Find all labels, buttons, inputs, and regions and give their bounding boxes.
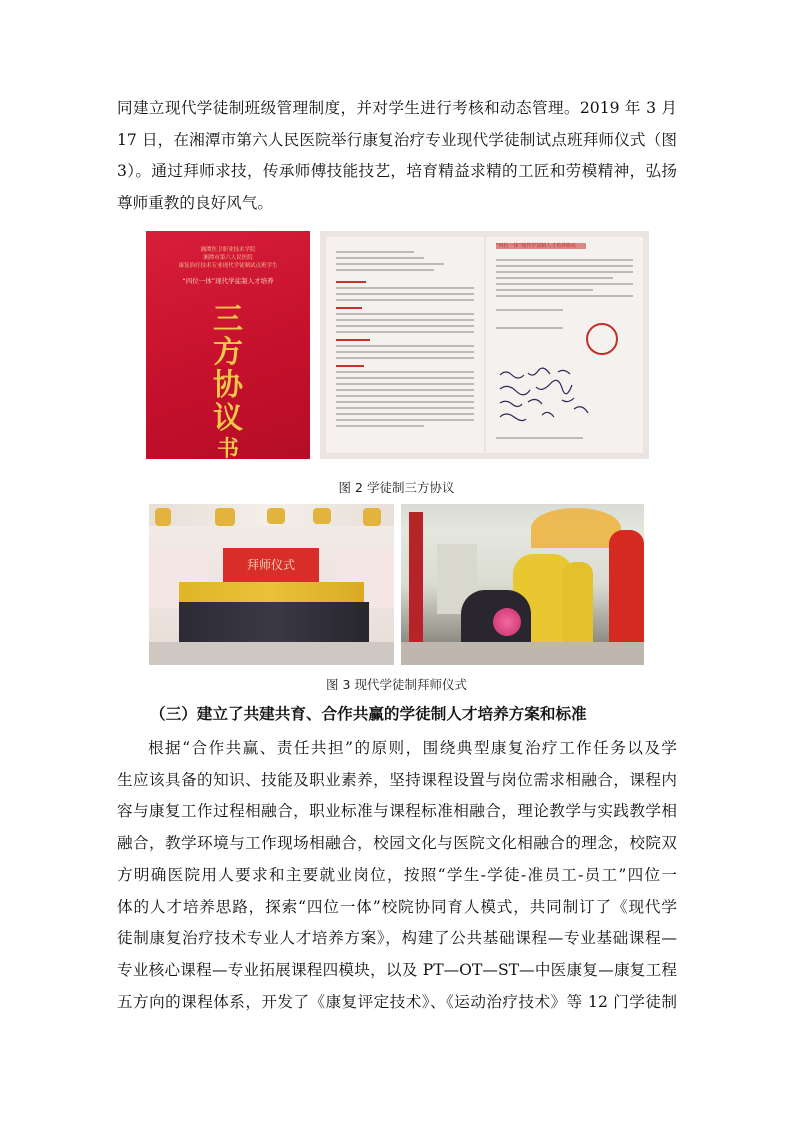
section-line-5: 方明确医院用人要求和主要就业岗位，按照“学生-学徒-准员工-员工”四位一 (117, 865, 677, 884)
agreement-pages-image (320, 231, 649, 459)
section-line-2: 生应该具备的知识、技能及职业素养，坚持课程设置与岗位需求相融合，课程内 (117, 770, 677, 789)
cover-hospital-name: 湘潭市第六人民医院 (203, 255, 253, 261)
handwritten-signatures (498, 367, 628, 427)
section-line-9: 五方向的课程体系，开发了《康复评定技术》、《运动治疗技术》等 12 门学徒制 (117, 992, 677, 1011)
cover-subtitle: “四位一体”现代学徒制人才培养 (182, 277, 274, 285)
figure-2-caption: 图 2 学徒制三方协议 (338, 480, 455, 495)
red-seal-stamp (586, 323, 618, 355)
cover-title-char-4: 议 (213, 401, 243, 436)
agreement-left-page (326, 237, 484, 453)
section-line-7: 徒制康复治疗技术专业人才培养方案》，构建了公共基础课程—专业基础课程— (117, 929, 677, 948)
intro-line-1: 同建立现代学徒制班级管理制度，并对学生进行考核和动态管理。2019 年 3 月 (117, 99, 677, 117)
cover-class-name: 康复治疗技术专业现代学徒制试点班学生 (178, 263, 278, 269)
cover-title-char-2: 方 (213, 335, 243, 370)
cover-title-char-3: 协 (213, 368, 243, 403)
intro-line-4: 尊师重教的良好风气。 (117, 194, 273, 213)
agreement-header-text: “四位一体”现代学徒制人才培养协议 (496, 243, 577, 249)
section-line-6: 体的人才培养思路，探索“四位一体”校院协同育人模式，共同制订了《现代学 (117, 897, 677, 916)
section-line-8: 专业核心课程—专业拓展课程四模块，以及 PT—OT—ST—中医康复—康复工程 (117, 960, 677, 979)
section-line-4: 融合，教学环境与工作现场相融合，校园文化与医院文化相融合的理念，校院双 (117, 834, 677, 853)
section-line-1: 根据“合作共赢、责任共担”的原则，围绕典型康复治疗工作任务以及学 (148, 739, 677, 757)
ceremony-group-photo (149, 504, 394, 665)
cover-title-char-1: 三 (213, 302, 243, 337)
students-row (179, 582, 364, 604)
section-heading: （三）建立了共建共育、合作共赢的学徒制人才培养方案和标准 (150, 705, 587, 723)
intro-line-2: 17 日，在湘潭市第六人民医院举行康复治疗专业现代学徒制试点班拜师仪式（图 (117, 130, 677, 149)
intro-line-3: 3）。通过拜师求技，传承师傅技能技艺，培育精益求精的工匠和劳模精神，弘扬 (117, 162, 677, 181)
section-line-3: 容与康复工作过程相融合，职业标准与课程标准相融合，理论教学与实践教学相 (117, 802, 677, 821)
ceremony-banner-text: 拜师仪式 (246, 558, 295, 572)
cover-title-char-5: 书 (216, 436, 239, 459)
cover-school-name: 湘潭医卫职业技术学院 (200, 247, 256, 253)
front-row-people (179, 602, 369, 642)
intro-paragraph (117, 93, 677, 220)
agreement-right-page (486, 237, 643, 453)
section-paragraph (117, 733, 677, 1018)
ceremony-bouquet-photo (401, 504, 644, 665)
flower-bouquet (493, 608, 521, 636)
figure-3-caption: 图 3 现代学徒制拜师仪式 (326, 677, 467, 692)
agreement-cover-image (146, 231, 310, 459)
